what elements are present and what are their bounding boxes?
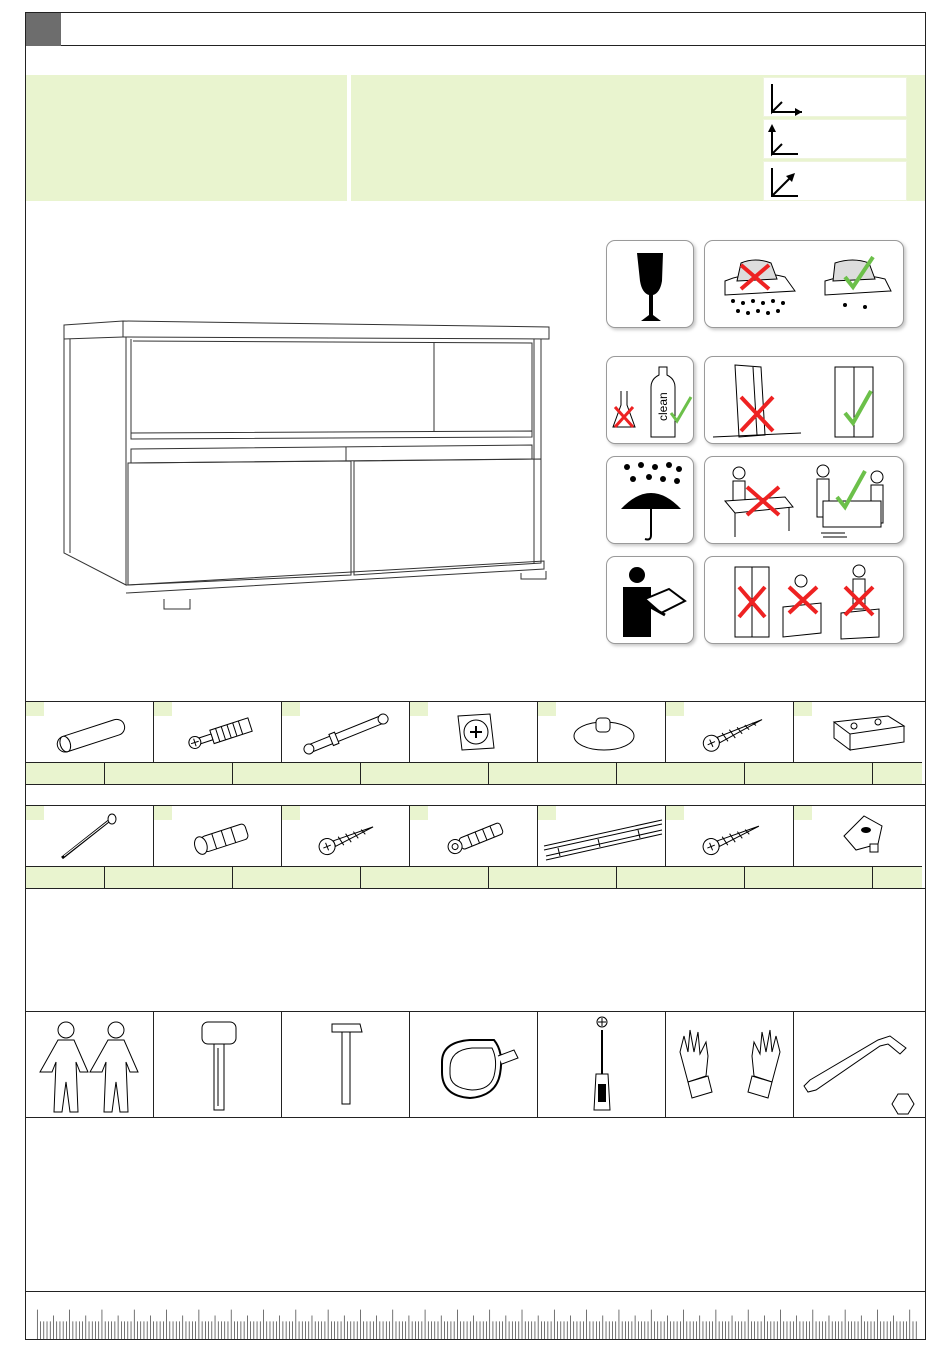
screwdriver-icon <box>538 1012 666 1117</box>
shelf-pin-icon <box>794 806 922 866</box>
hammer-icon <box>282 1012 410 1117</box>
part-shelf-pin <box>794 806 922 888</box>
handle-screw-icon <box>410 806 538 866</box>
tool-tape-measure <box>410 1012 538 1117</box>
tool-gloves <box>666 1012 794 1117</box>
part-handle-screw <box>410 806 538 888</box>
wooden-dowel-icon <box>26 702 154 762</box>
part-quantity-cell <box>538 762 666 784</box>
part-quantity-cell <box>282 762 410 784</box>
page-header <box>26 13 925 46</box>
clean-label: clean <box>656 392 670 421</box>
no-chemicals-icon <box>606 356 694 444</box>
instruction-page <box>25 12 926 1340</box>
height-axis-icon <box>768 122 818 158</box>
part-quantity-cell <box>666 866 794 888</box>
part-cam-bolt <box>154 702 282 784</box>
part-shelf-support-box <box>794 702 922 784</box>
read-instructions-icon <box>606 556 694 644</box>
gloves-icon <box>666 1012 794 1117</box>
keep-dry-umbrella-icon <box>606 456 694 544</box>
part-runner-screw <box>666 806 794 888</box>
part-quantity-cell <box>154 866 282 888</box>
tool-two-people <box>26 1012 154 1117</box>
hardware-row-2 <box>26 805 925 889</box>
part-quantity-cell <box>538 866 666 888</box>
part-wood-screw-long <box>666 702 794 784</box>
dimension-legend <box>763 75 907 201</box>
header-tab <box>26 13 61 46</box>
part-connecting-bolt <box>282 702 410 784</box>
wood-screw-icon <box>666 702 794 762</box>
wood-screw-icon <box>282 806 410 866</box>
nail-icon <box>26 806 154 866</box>
shelf-support-box-icon <box>794 702 922 762</box>
part-wooden-dowel <box>26 702 154 784</box>
part-quantity-cell <box>410 762 538 784</box>
part-quantity-cell <box>154 762 282 784</box>
part-cam-lock <box>410 702 538 784</box>
two-people-icon <box>26 1012 154 1117</box>
furniture-pad-icon <box>538 702 666 762</box>
care-icons-grid <box>604 238 904 638</box>
cam-lock-icon <box>410 702 538 762</box>
height-axis-box <box>763 119 907 159</box>
part-quantity-cell <box>794 762 922 784</box>
tool-screwdriver <box>538 1012 666 1117</box>
tool-rubber-mallet <box>154 1012 282 1117</box>
dry-cloth-icon <box>704 240 904 328</box>
part-furniture-pad <box>538 702 666 784</box>
fragile-glass-icon <box>606 240 694 328</box>
depth-axis-box <box>763 161 907 201</box>
part-wood-screw <box>282 806 410 888</box>
tape-measure-icon <box>410 1012 538 1117</box>
part-quantity-cell <box>794 866 922 888</box>
part-quantity-cell <box>282 866 410 888</box>
part-quantity-cell <box>666 762 794 784</box>
part-drawer-runner <box>538 806 666 888</box>
tv-cabinet-drawing <box>56 313 556 613</box>
two-person-assembly-icon <box>704 456 904 544</box>
hardware-row-1 <box>26 701 925 785</box>
cam-insert-icon <box>154 806 282 866</box>
spec-panel-left <box>26 75 347 201</box>
tool-hammer <box>282 1012 410 1117</box>
width-axis-icon <box>768 80 818 116</box>
measuring-ruler <box>26 1291 925 1339</box>
width-axis-box <box>763 77 907 117</box>
tool-allen-key <box>794 1012 922 1117</box>
depth-axis-icon <box>768 164 818 200</box>
rubber-mallet-icon <box>154 1012 282 1117</box>
runner-screw-icon <box>666 806 794 866</box>
no-unstable-use-icon <box>704 556 904 644</box>
drawer-runner-icon <box>538 806 666 866</box>
level-floor-icon <box>704 356 904 444</box>
connecting-bolt-icon <box>282 702 410 762</box>
part-nail <box>26 806 154 888</box>
part-cam-insert <box>154 806 282 888</box>
part-quantity-cell <box>26 762 154 784</box>
cam-bolt-icon <box>154 702 282 762</box>
part-quantity-cell <box>26 866 154 888</box>
allen-key-icon <box>794 1012 924 1117</box>
tools-row <box>26 1011 925 1118</box>
part-quantity-cell <box>410 866 538 888</box>
